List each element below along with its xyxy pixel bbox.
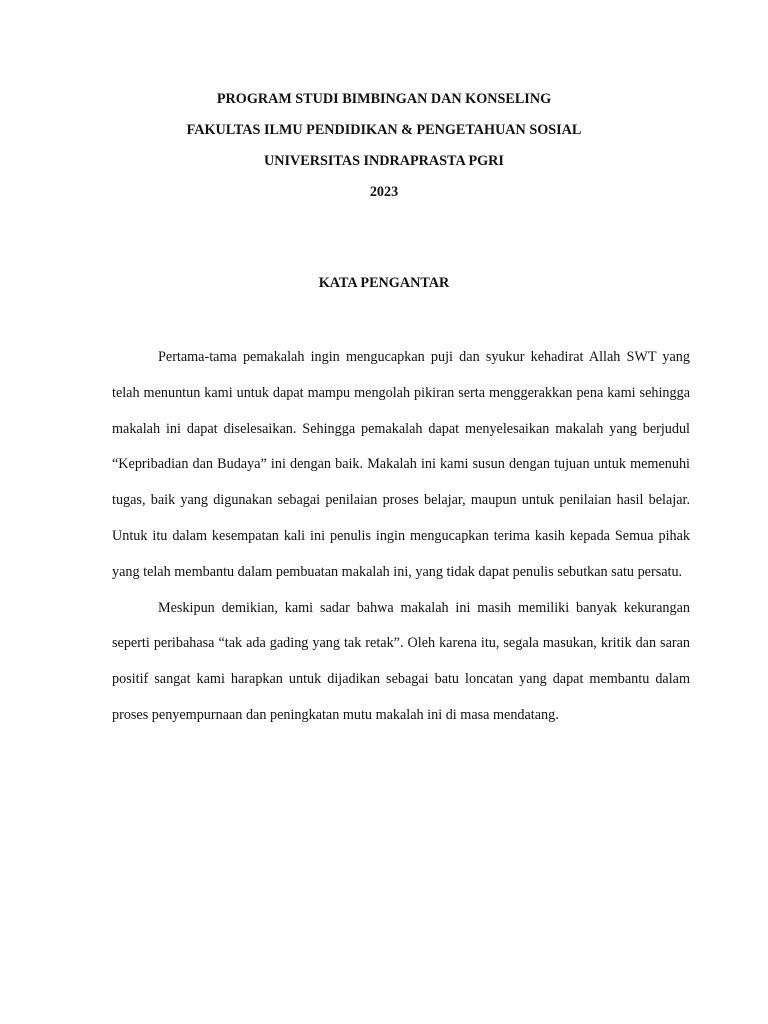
faculty-line: FAKULTAS ILMU PENDIDIKAN & PENGETAHUAN SOSIAL — [186, 122, 582, 138]
paragraph-1: Pertama-tama pemakalah ingin mengucapkan puji dan syukur kehadirat Allah SWT yang telah menuntun kami untuk dapat mampu mengolah pikiran serta menggerakkan pena kami sehingga makalah ini dapat diselesaikan. Sehingga pemakalah dapat menyelesaikan makalah yang berjudul “Kepribadian dan Budaya” ini dengan baik. Makalah ini kami susun dengan tujuan untuk memenuhi tugas, baik yang digunakan sebagai penilaian proses belajar, maupun untuk penilaian hasil belajar. Untuk itu dalam kesempatan kali ini penulis ingin mengucapkan terima kasih kepada Semua pihak yang telah membantu dalam pembuatan makalah ini, yang tidak dapat penulis sebutkan satu persatu. — [112, 349, 690, 580]
study-program-line: PROGRAM STUDI BIMBINGAN DAN KONSELING — [216, 91, 552, 107]
university-line: UNIVERSITAS INDRAPRASTA PGRI — [264, 153, 504, 169]
page-title: KATA PENGANTAR — [318, 275, 450, 291]
paragraph-2: Meskipun demikian, kami sadar bahwa makalah ini masih memiliki banyak kekurangan seperti peribahasa “tak ada gading yang tak retak”. Oleh karena itu, segala masukan, kritik dan saran positif sangat kami harapkan untuk dijadikan sebagai batu loncatan yang dapat membantu dalam proses penyempurnaan dan peningkatan mutu makalah ini di masa mendatang. — [112, 599, 690, 723]
document-header — [0, 88, 768, 212]
document-body — [112, 340, 690, 734]
year-line: 2023 — [369, 184, 399, 200]
